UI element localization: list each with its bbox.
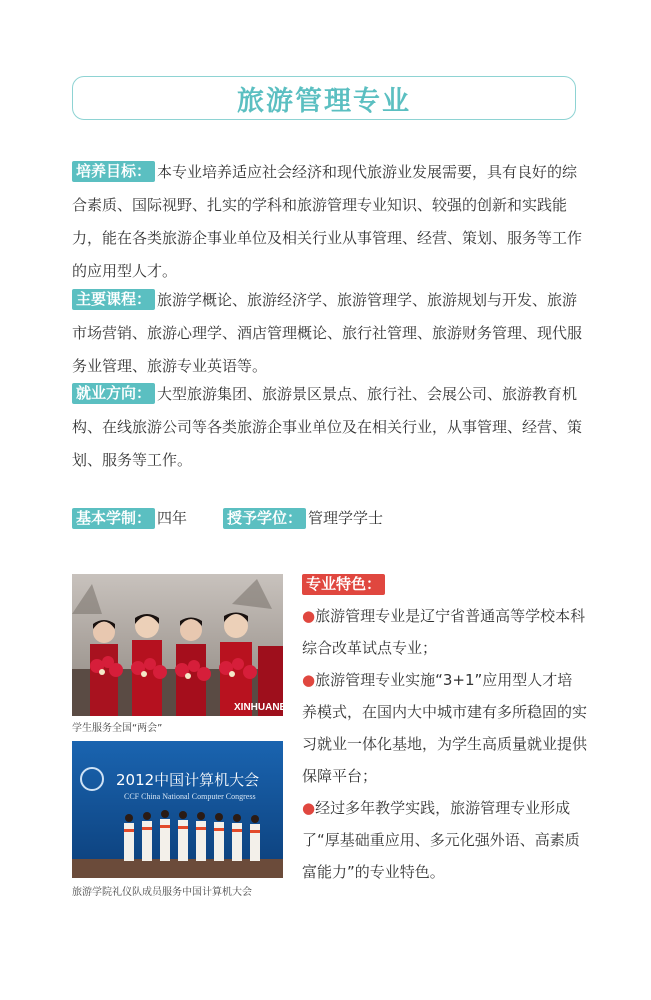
bullet-icon: ● (302, 671, 316, 689)
features-list (302, 600, 587, 888)
bullet-icon: ● (302, 607, 316, 625)
career-label: 就业方向： (72, 383, 155, 404)
career-text: 大型旅游集团、旅游景区景点、旅行社、会展公司、旅游教育机构、在线旅游公司等各类旅游企事业单位及在相关行业，从事管理、经营、策划、服务等工作。 (72, 385, 583, 469)
photo-caption-2: 旅游学院礼仪队成员服务中国计算机大会 (72, 887, 252, 898)
feature-item (302, 792, 587, 888)
feature-text: 旅游管理专业实施“3+1”应用型人才培养模式，在国内大中城市建有多所稳固的实习就业一体化基地，为学生高质量就业提供保障平台； (302, 671, 588, 785)
features-label: 专业特色： (302, 574, 385, 595)
page-title: 旅游管理专业 (237, 85, 411, 117)
goal-text: 本专业培养适应社会经济和现代旅游业发展需要，具有良好的综合素质、国际视野、扎实的学科和旅游管理专业知识、较强的创新和实践能力，能在各类旅游企事业单位及相关行业从事管理、经营、策划、服务等工作的应用型人才。 (72, 163, 583, 280)
degree-item (223, 506, 383, 530)
courses-label: 主要课程： (72, 289, 155, 310)
degree-label: 授予学位： (223, 508, 306, 529)
photo-watermark: XINHUANET (234, 702, 293, 713)
courses-section (72, 284, 582, 383)
feature-item (302, 664, 587, 792)
banner-title: 2012中国计算机大会 (116, 771, 260, 789)
photo-computer-congress (72, 741, 283, 878)
duration-value: 四年 (157, 509, 188, 527)
banner-subtitle: CCF China National Computer Congress (124, 792, 256, 801)
photo-two-sessions (72, 574, 293, 716)
feature-item (302, 600, 587, 664)
courses-text: 旅游学概论、旅游经济学、旅游管理学、旅游规划与开发、旅游市场营销、旅游心理学、酒店管理概论、旅行社管理、旅游财务管理、现代服务业管理、旅游专业英语等。 (72, 291, 583, 375)
career-section (72, 378, 582, 477)
feature-text: 旅游管理专业是辽宁省普通高等学校本科综合改革试点专业； (302, 607, 586, 657)
feature-text: 经过多年教学实践，旅游管理专业形成了“厚基础重应用、多元化强外语、高素质富能力”的专业特色。 (302, 799, 580, 881)
bullet-icon: ● (302, 799, 316, 817)
photo-caption-1: 学生服务全国“两会” (72, 723, 163, 734)
duration-label: 基本学制： (72, 508, 155, 529)
goal-section (72, 156, 582, 288)
goal-label: 培养目标： (72, 161, 155, 182)
features-header (302, 574, 387, 595)
duration-item (72, 506, 187, 530)
title-box (72, 76, 576, 120)
study-info-row (72, 506, 383, 530)
degree-value: 管理学学士 (308, 509, 384, 527)
